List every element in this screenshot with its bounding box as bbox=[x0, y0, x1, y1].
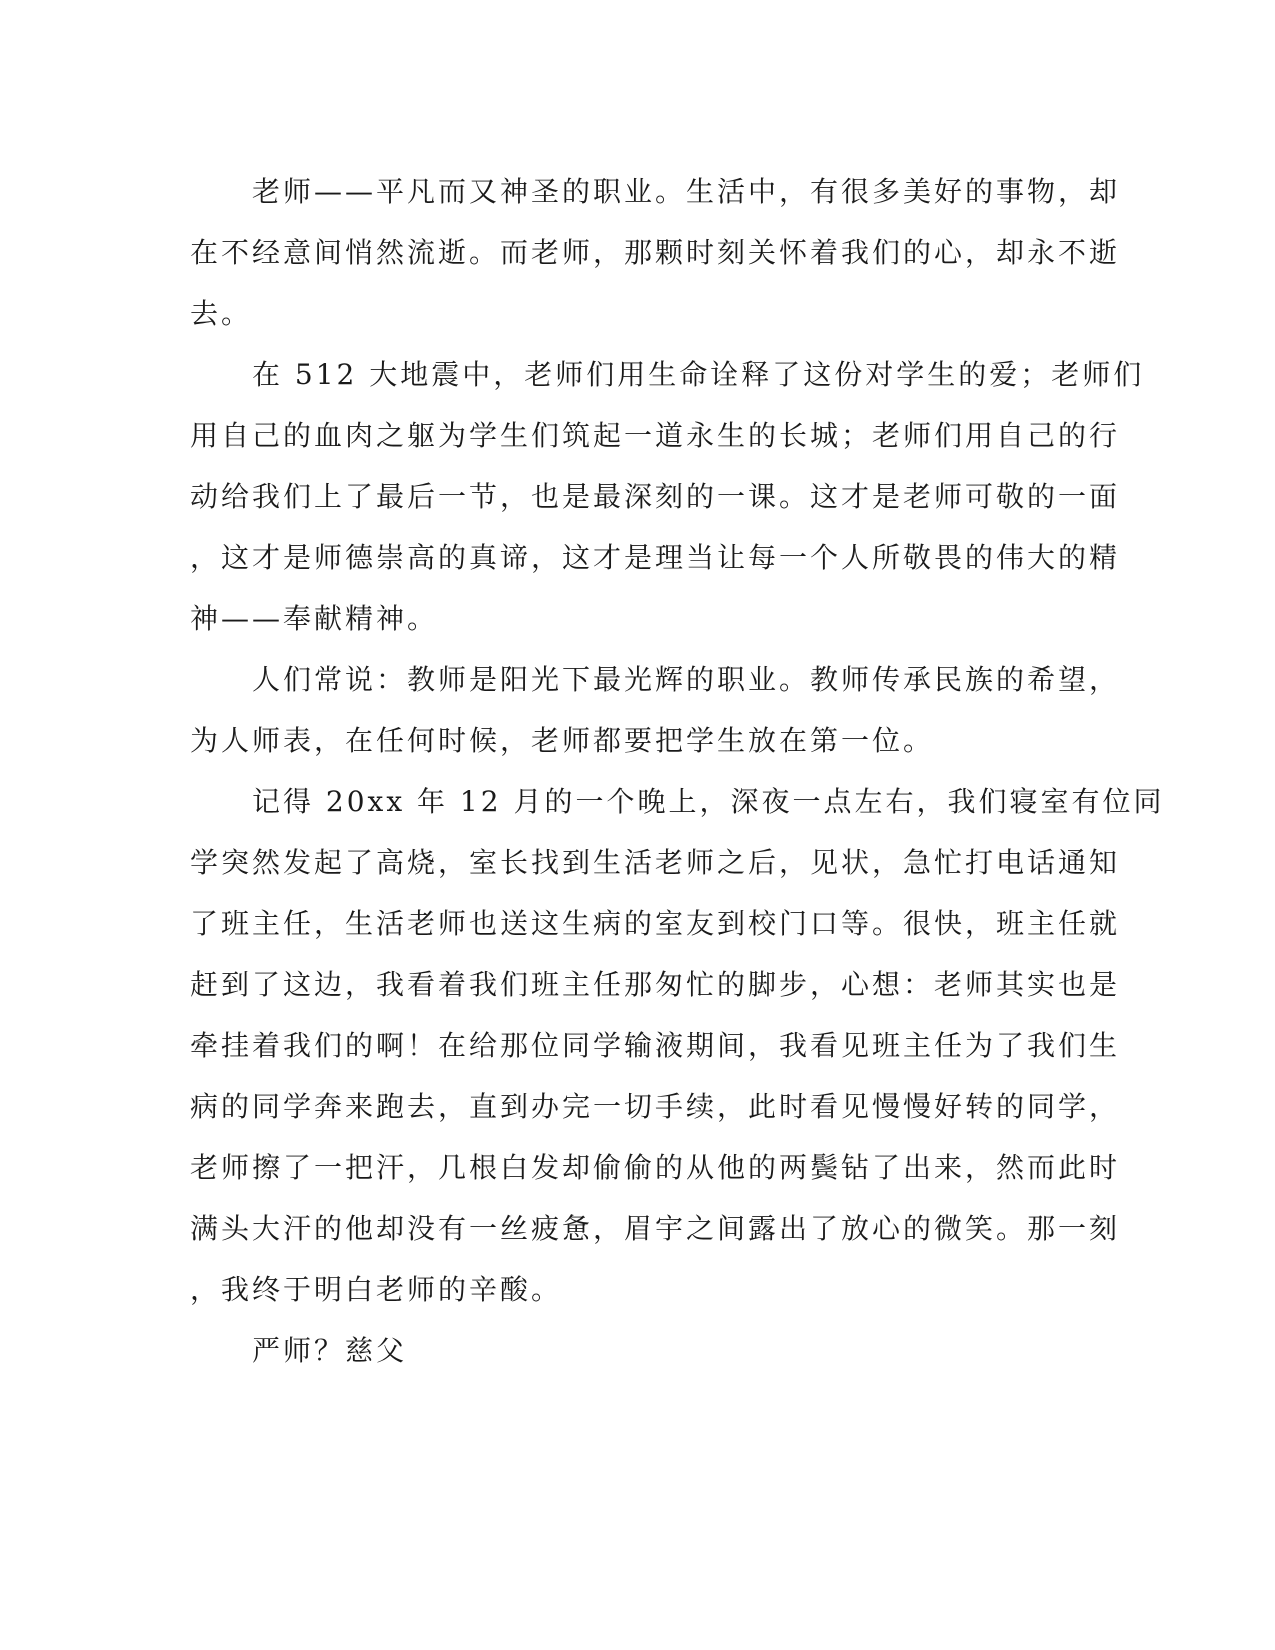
text-line: 去。 bbox=[190, 297, 253, 330]
text-line: 老师——平凡而又神圣的职业。生活中，有很多美好的事物，却 bbox=[190, 175, 1121, 208]
text-line: 记得 20xx 年 12 月的一个晚上，深夜一点左右，我们寝室有位同 bbox=[190, 785, 1165, 818]
paragraph-1 bbox=[190, 161, 1121, 344]
paragraph-4 bbox=[190, 771, 1165, 1320]
text-line: 为人师表，在任何时候，老师都要把学生放在第一位。 bbox=[190, 724, 935, 757]
text-line: 人们常说：教师是阳光下最光辉的职业。教师传承民族的希望， bbox=[190, 663, 1121, 696]
text-line: 病的同学奔来跑去，直到办完一切手续，此时看见慢慢好转的同学， bbox=[190, 1090, 1121, 1123]
text-line: 赶到了这边，我看着我们班主任那匆忙的脚步，心想：老师其实也是 bbox=[190, 968, 1121, 1001]
text-line: 学突然发起了高烧，室长找到生活老师之后，见状，急忙打电话通知 bbox=[190, 846, 1121, 879]
text-line: 老师擦了一把汗，几根白发却偷偷的从他的两鬓钻了出来，然而此时 bbox=[190, 1151, 1121, 1184]
paragraph-3 bbox=[190, 649, 1121, 771]
text-line: 牵挂着我们的啊！在给那位同学输液期间，我看见班主任为了我们生 bbox=[190, 1029, 1121, 1062]
text-line: 严师？慈父 bbox=[190, 1334, 408, 1367]
text-line: ，我终于明白老师的辛酸。 bbox=[190, 1273, 563, 1306]
text-line: 在不经意间悄然流逝。而老师，那颗时刻关怀着我们的心，却永不逝 bbox=[190, 236, 1121, 269]
text-line: ，这才是师德崇高的真谛，这才是理当让每一个人所敬畏的伟大的精 bbox=[190, 541, 1121, 574]
paragraph-5 bbox=[190, 1320, 1075, 1381]
paragraph-2 bbox=[190, 344, 1145, 649]
text-line: 满头大汗的他却没有一丝疲惫，眉宇之间露出了放心的微笑。那一刻 bbox=[190, 1212, 1121, 1245]
text-line: 用自己的血肉之躯为学生们筑起一道永生的长城；老师们用自己的行 bbox=[190, 419, 1121, 452]
text-line: 了班主任，生活老师也送这生病的室友到校门口等。很快，班主任就 bbox=[190, 907, 1121, 940]
text-line: 在 512 大地震中，老师们用生命诠释了这份对学生的爱；老师们 bbox=[190, 358, 1145, 391]
text-line: 动给我们上了最后一节，也是最深刻的一课。这才是老师可敬的一面 bbox=[190, 480, 1121, 513]
document-body bbox=[190, 161, 1165, 1381]
text-line: 神——奉献精神。 bbox=[190, 602, 439, 635]
